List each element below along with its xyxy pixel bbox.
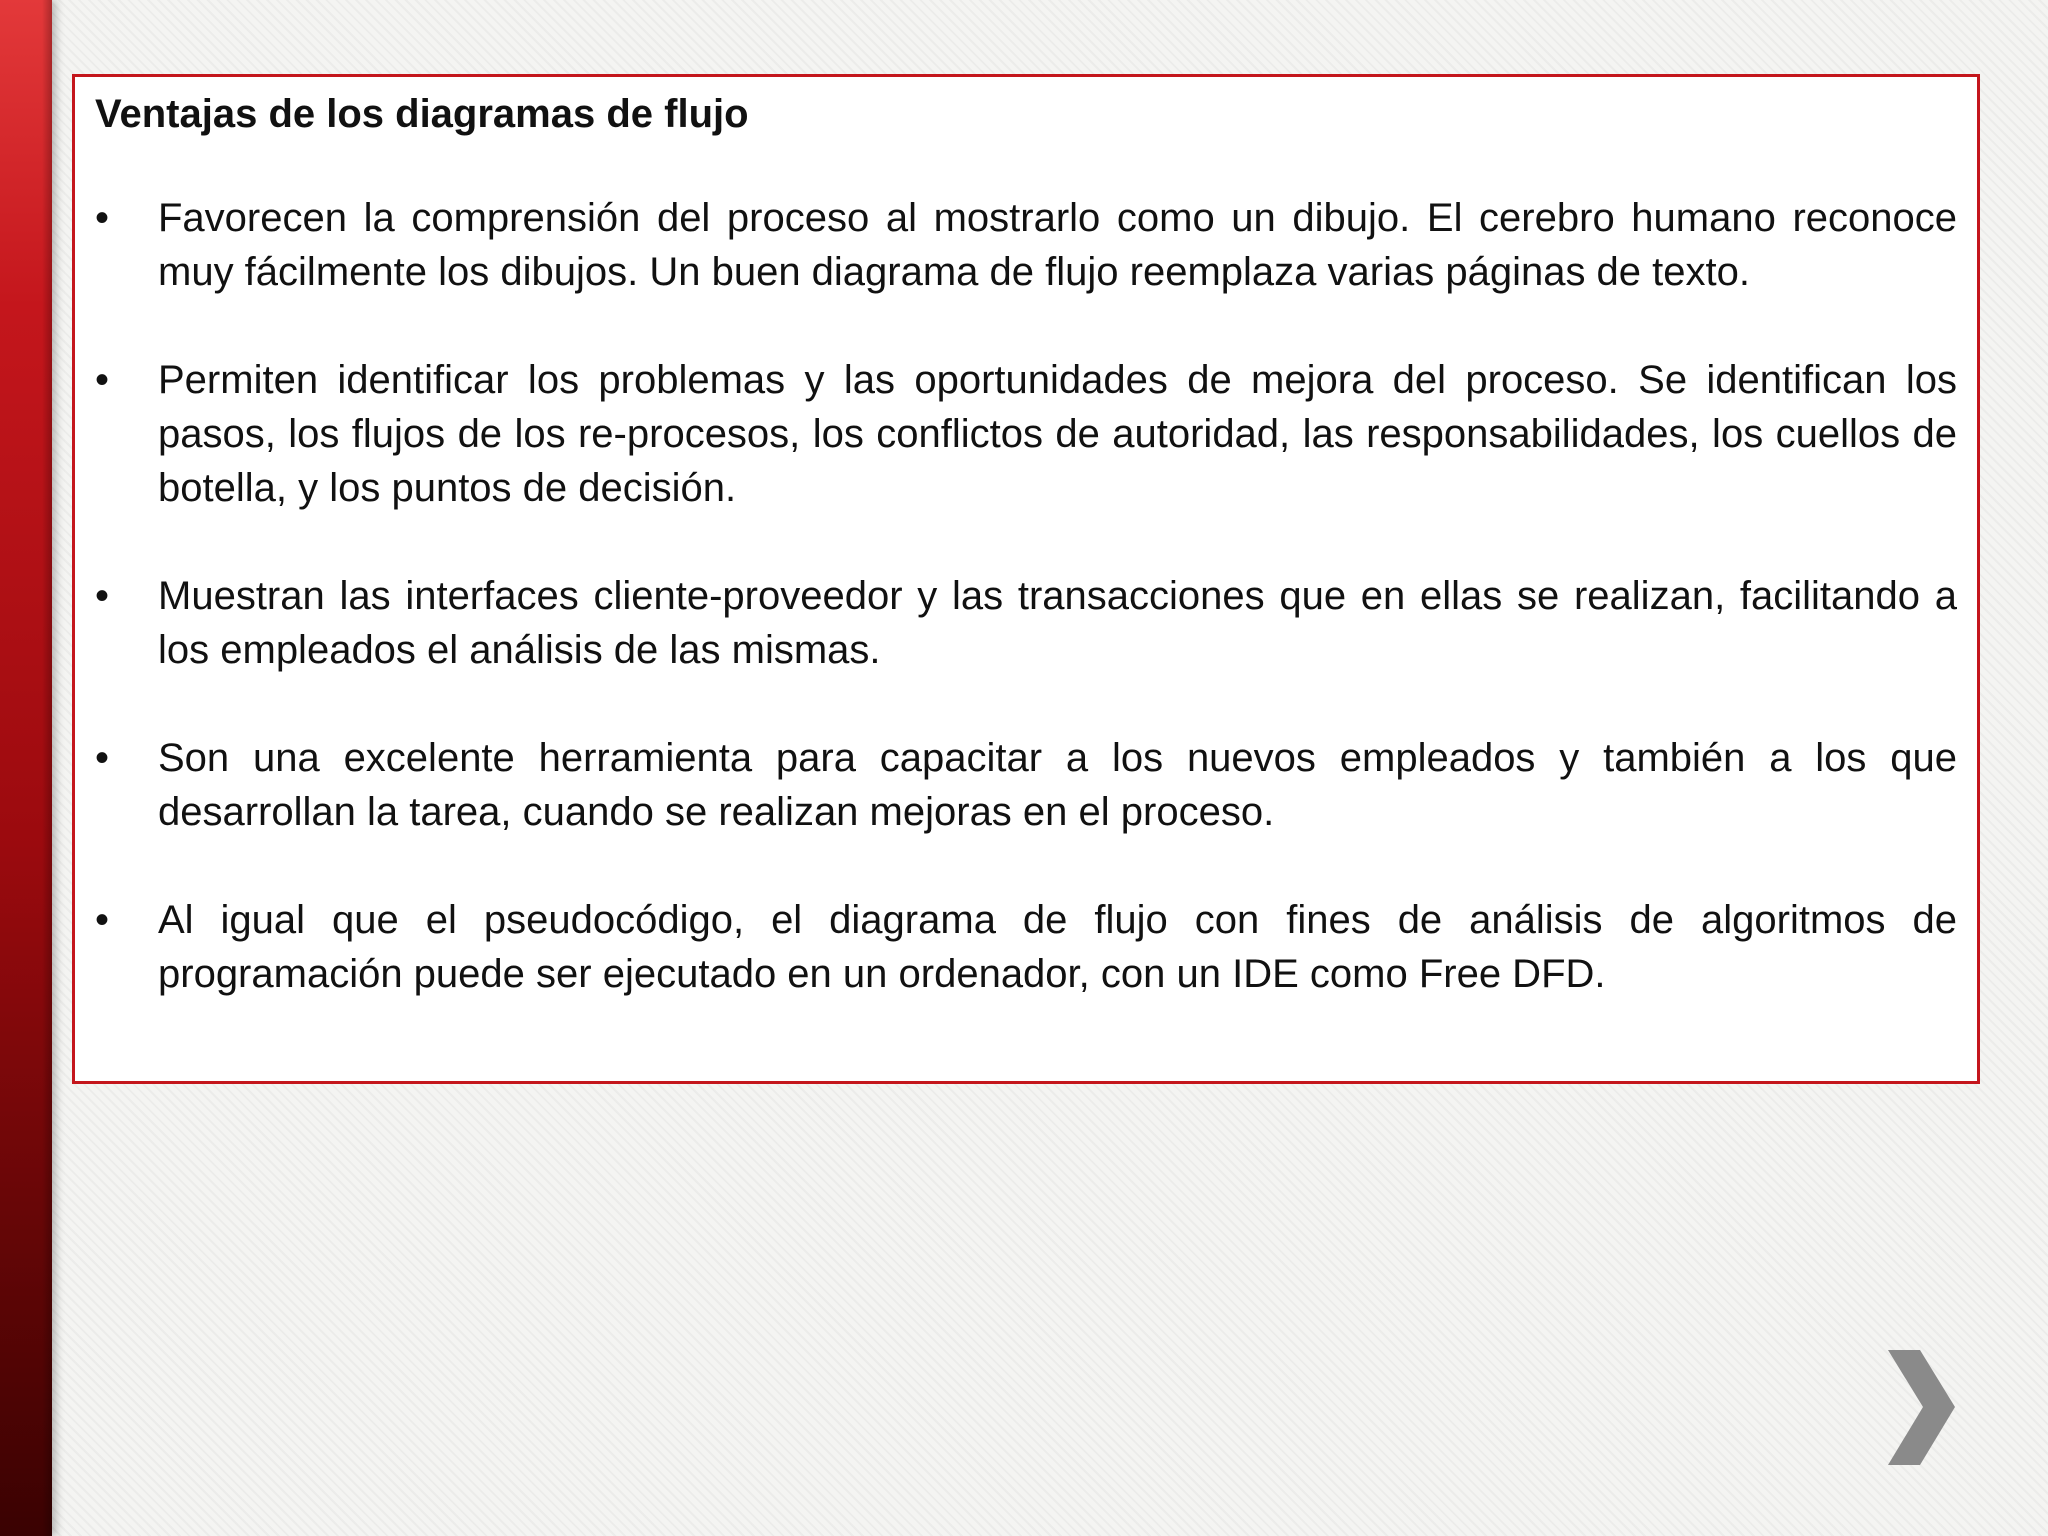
bullet-dot: • xyxy=(95,736,110,780)
bullet-list xyxy=(95,191,1957,1001)
bullet-text: Son una excelente herramienta para capacitar a los nuevos empleados y también a los que desarrollan la tarea, cuando se realizan mejoras en el proceso. xyxy=(158,736,1957,834)
bullet-dot: • xyxy=(95,574,110,618)
chevron-right-icon xyxy=(1880,1350,1960,1465)
content-box xyxy=(72,74,1980,1084)
next-slide-button[interactable] xyxy=(1880,1350,1960,1465)
slide-title: Ventajas de los diagramas de flujo xyxy=(95,92,749,136)
bullet-text: Muestran las interfaces cliente-proveedor y las transacciones que en ellas se realizan, facilitando a los empleados el análisis de las mismas. xyxy=(158,574,1957,672)
bullet-dot: • xyxy=(95,358,110,402)
bullet-item xyxy=(95,569,1957,677)
bullet-item xyxy=(95,731,1957,839)
bullet-text: Favorecen la comprensión del proceso al mostrarlo como un dibujo. El cerebro humano reconoce muy fácilmente los dibujos. Un buen diagrama de flujo reemplaza varias páginas de texto. xyxy=(158,196,1957,294)
bullet-dot: • xyxy=(95,898,110,942)
side-accent-bar xyxy=(0,0,52,1536)
bullet-item xyxy=(95,893,1957,1001)
bullet-item xyxy=(95,191,1957,299)
bullet-dot: • xyxy=(95,196,110,240)
bullet-item xyxy=(95,353,1957,515)
bullet-text: Al igual que el pseudocódigo, el diagrama de flujo con fines de análisis de algoritmos de programación puede ser ejecutado en un ordenador, con un IDE como Free DFD. xyxy=(158,898,1957,996)
bullet-text: Permiten identificar los problemas y las oportunidades de mejora del proceso. Se identifican los pasos, los flujos de los re-procesos, los conflictos de autoridad, las responsabilidades, los cuellos de botella, y los puntos de decisión. xyxy=(158,358,1957,510)
